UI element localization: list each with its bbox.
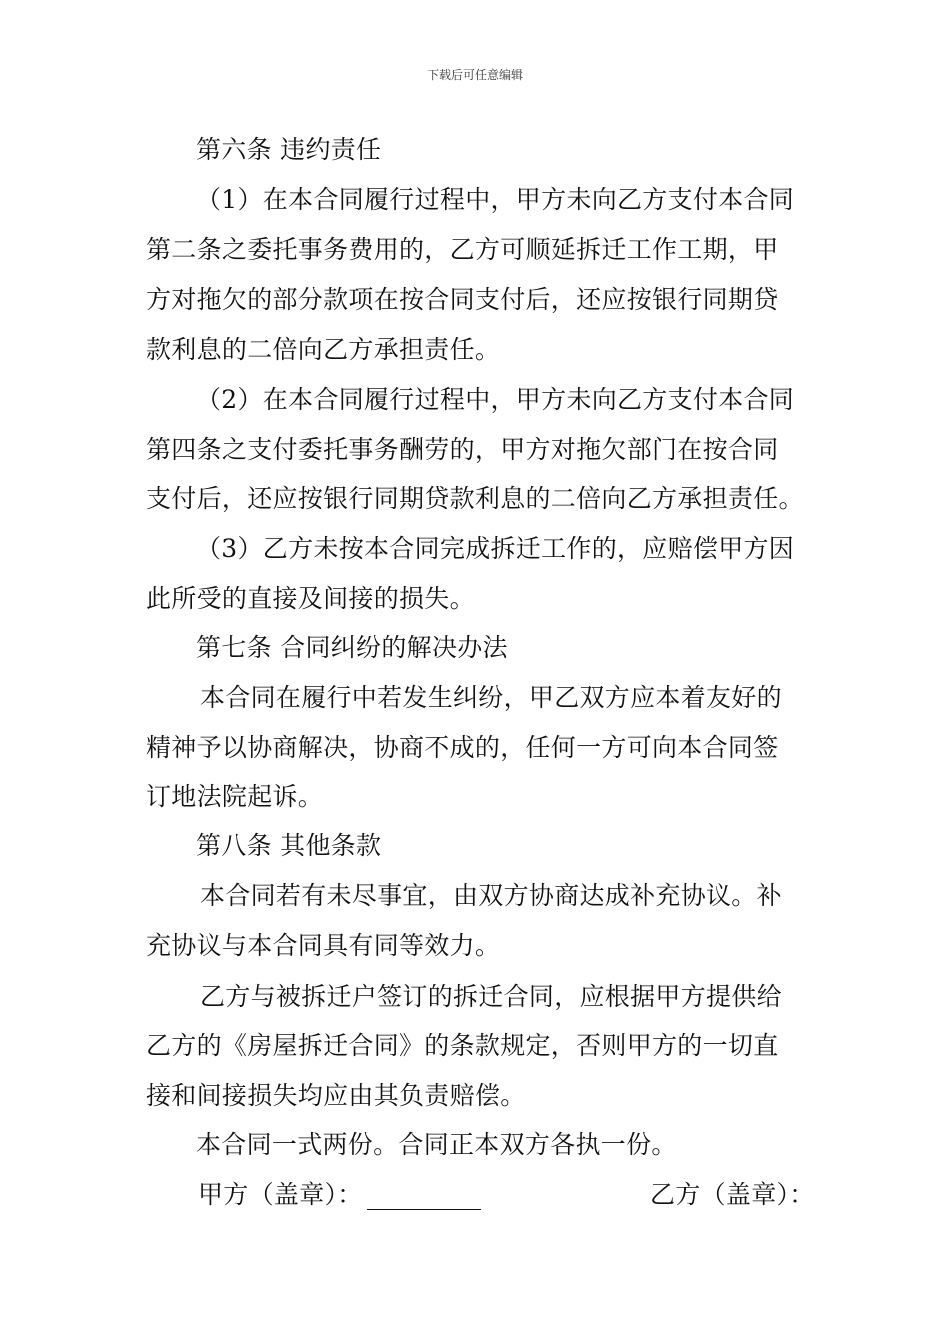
- paragraph-line: 本合同在履行中若发生纠纷，甲乙双方应本着友好的: [200, 683, 782, 712]
- article-7-title: 第七条 合同纠纷的解决办法: [196, 633, 508, 662]
- paragraph-line: 款利息的二倍向乙方承担责任。: [146, 335, 501, 364]
- paragraph-line: 接和间接损失均应由其负责赔偿。: [146, 1081, 526, 1110]
- paragraph-line: 乙方的《房屋拆迁合同》的条款规定，否则甲方的一切直: [146, 1031, 779, 1060]
- article-6-title: 第六条 违约责任: [196, 135, 382, 164]
- party-b-signature: [650, 1180, 815, 1210]
- paragraph-line: 精神予以协商解决，协商不成的，任何一方可向本合同签: [146, 733, 779, 762]
- paragraph-line: 充协议与本合同具有同等效力。: [146, 931, 501, 960]
- article-8-title: 第八条 其他条款: [196, 831, 382, 860]
- paragraph-line: （2）在本合同履行过程中，甲方未向乙方支付本合同: [196, 385, 795, 414]
- paragraph-line: 本合同一式两份。合同正本双方各执一份。: [196, 1130, 677, 1159]
- paragraph-line: 订地法院起诉。: [146, 782, 324, 811]
- paragraph-line: （1）在本合同履行过程中，甲方未向乙方支付本合同: [196, 185, 795, 214]
- paragraph-line: 本合同若有未尽事宜，由双方协商达成补充协议。补: [200, 881, 782, 910]
- page-header: 下载后可任意编辑: [426, 68, 523, 82]
- party-a-signature-line: [367, 1185, 481, 1210]
- paragraph-line: 方对拖欠的部分款项在按合同支付后，还应按银行同期贷: [146, 285, 779, 314]
- party-a-label: 甲方（盖章）：: [198, 1180, 363, 1209]
- party-a-signature: [198, 1180, 481, 1210]
- party-b-label: 乙方（盖章）：: [650, 1180, 815, 1209]
- paragraph-line: 第二条之委托事务费用的，乙方可顺延拆迁工作工期，甲: [146, 235, 779, 264]
- paragraph-line: 支付后，还应按银行同期贷款利息的二倍向乙方承担责任。: [146, 484, 804, 513]
- paragraph-line: （3）乙方未按本合同完成拆迁工作的，应赔偿甲方因: [196, 534, 795, 563]
- paragraph-line: 第四条之支付委托事务酬劳的，甲方对拖欠部门在按合同: [146, 435, 779, 464]
- paragraph-line: 此所受的直接及间接的损失。: [146, 584, 475, 613]
- paragraph-line: 乙方与被拆迁户签订的拆迁合同，应根据甲方提供给: [200, 982, 782, 1011]
